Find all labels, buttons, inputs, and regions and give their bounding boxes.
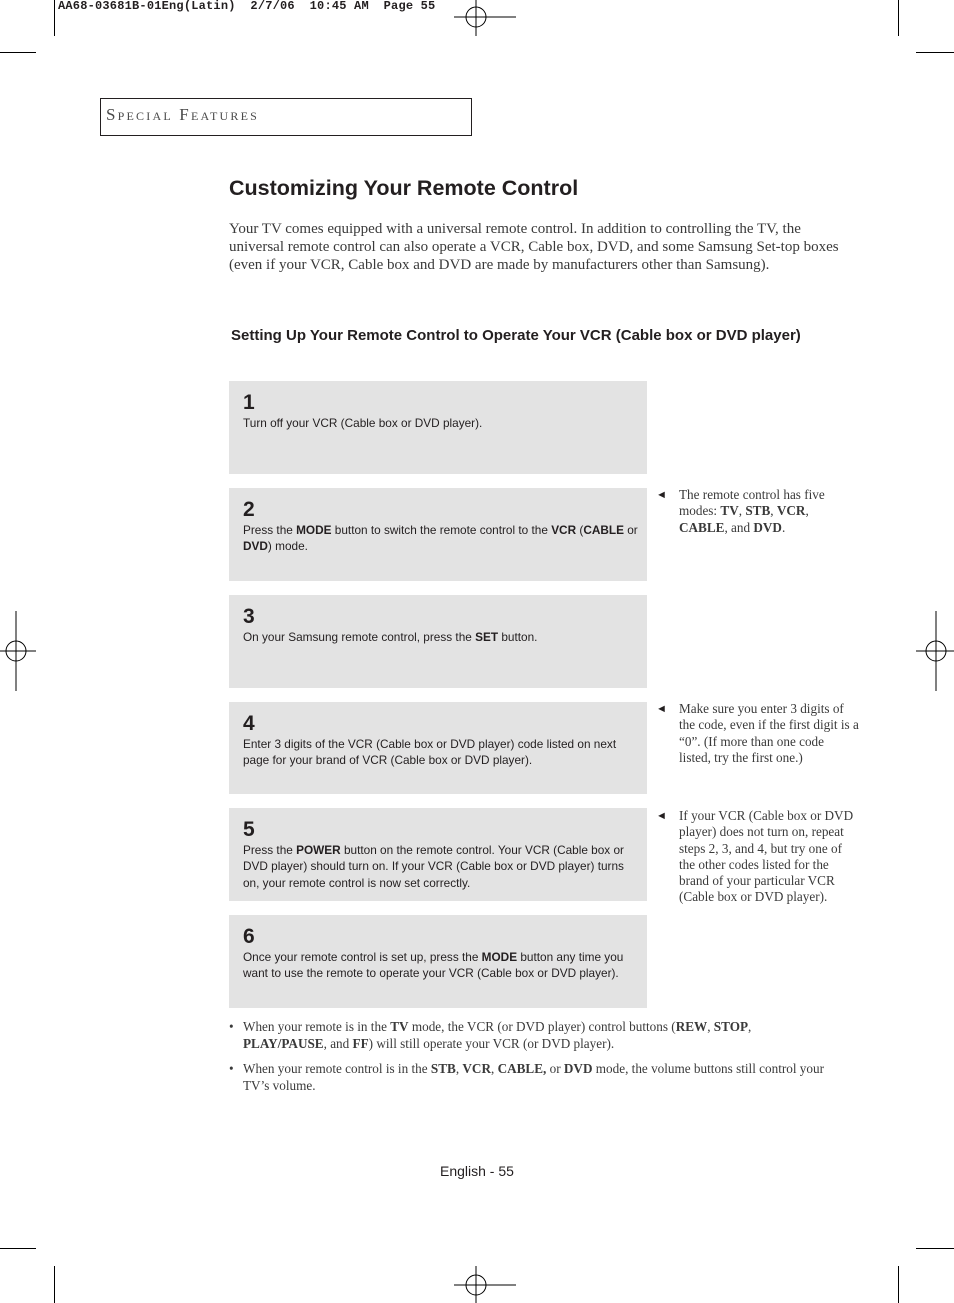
note-text: If your VCR (Cable box or DVD player) does not turn on, repeat steps 2, 3, and 4, but try one of the other codes listed for the brand of your particular VCR (Cable box or DVD player).	[679, 808, 854, 905]
step-number: 2	[243, 498, 255, 521]
step-number: 1	[243, 391, 255, 414]
section-label: Special Features	[106, 105, 260, 124]
section-subheading: Setting Up Your Remote Control to Operate Your VCR (Cable box or DVD player)	[231, 327, 801, 344]
step-number: 5	[243, 818, 255, 841]
printer-slug: AA68-03681B-01Eng(Latin) 2/7/06 10:45 AM Page 55	[58, 0, 436, 13]
step-text: Enter 3 digits of the VCR (Cable box or DVD player) code listed on next page for your brand of VCR (Cable box or DVD player).	[243, 737, 617, 768]
intro-paragraph: Your TV comes equipped with a universal remote control. In addition to controlling the TV, the universal remote control can also operate a VCR, Cable box, DVD, and some Samsung Set-top boxes (even if your VCR, Cable box and DVD are made by manufacturers other than Samsung).	[229, 221, 839, 274]
step-box-1	[229, 381, 647, 474]
page-footer: English - 55	[440, 1163, 514, 1179]
arrow-left-icon: ◄	[656, 810, 667, 822]
note-text: Make sure you enter 3 digits of the code, even if the first digit is a “0”. (If more than one code listed, try the first one.)	[679, 701, 859, 765]
arrow-left-icon: ◄	[656, 489, 667, 501]
step-box-4	[229, 702, 647, 794]
step-box-6	[229, 915, 647, 1008]
bullet-text: When your remote is in the TV mode, the VCR (or DVD player) control buttons (REW, STOP, PLAY/PAUSE, and FF) will still operate your VCR (or DVD player).	[243, 1019, 752, 1051]
bullet-text: When your remote control is in the STB, VCR, CABLE, or DVD mode, the volume buttons still control your TV’s volume.	[243, 1061, 824, 1093]
step-box-3	[229, 595, 647, 688]
step-box-5	[229, 808, 647, 901]
step-text: On your Samsung remote control, press the SET button.	[243, 630, 538, 644]
step-text: Press the MODE button to switch the remote control to the VCR (CABLE or DVD) mode.	[243, 523, 638, 554]
step-number: 3	[243, 605, 255, 628]
step-box-2	[229, 488, 647, 581]
step-text: Once your remote control is set up, press the MODE button any time you want to use the remote to operate your VCR (Cable box or DVD player).	[243, 950, 624, 981]
registration-mark-top	[436, 0, 516, 36]
bullet-icon: •	[229, 1019, 234, 1034]
step-number: 6	[243, 925, 255, 948]
registration-mark-bottom	[436, 1266, 516, 1303]
arrow-left-icon: ◄	[656, 703, 667, 715]
page-title: Customizing Your Remote Control	[229, 176, 579, 200]
bullet-icon: •	[229, 1061, 234, 1076]
note-text: The remote control has five modes: TV, STB, VCR, CABLE, and DVD.	[679, 487, 825, 535]
step-text: Turn off your VCR (Cable box or DVD player).	[243, 416, 483, 430]
step-number: 4	[243, 712, 255, 735]
registration-mark-right	[916, 611, 954, 691]
registration-mark-left	[0, 611, 36, 691]
step-text: Press the POWER button on the remote control. Your VCR (Cable box or DVD player) should turn on. If your VCR (Cable box or DVD player) turns on, your remote control is now set correctly.	[243, 843, 624, 890]
